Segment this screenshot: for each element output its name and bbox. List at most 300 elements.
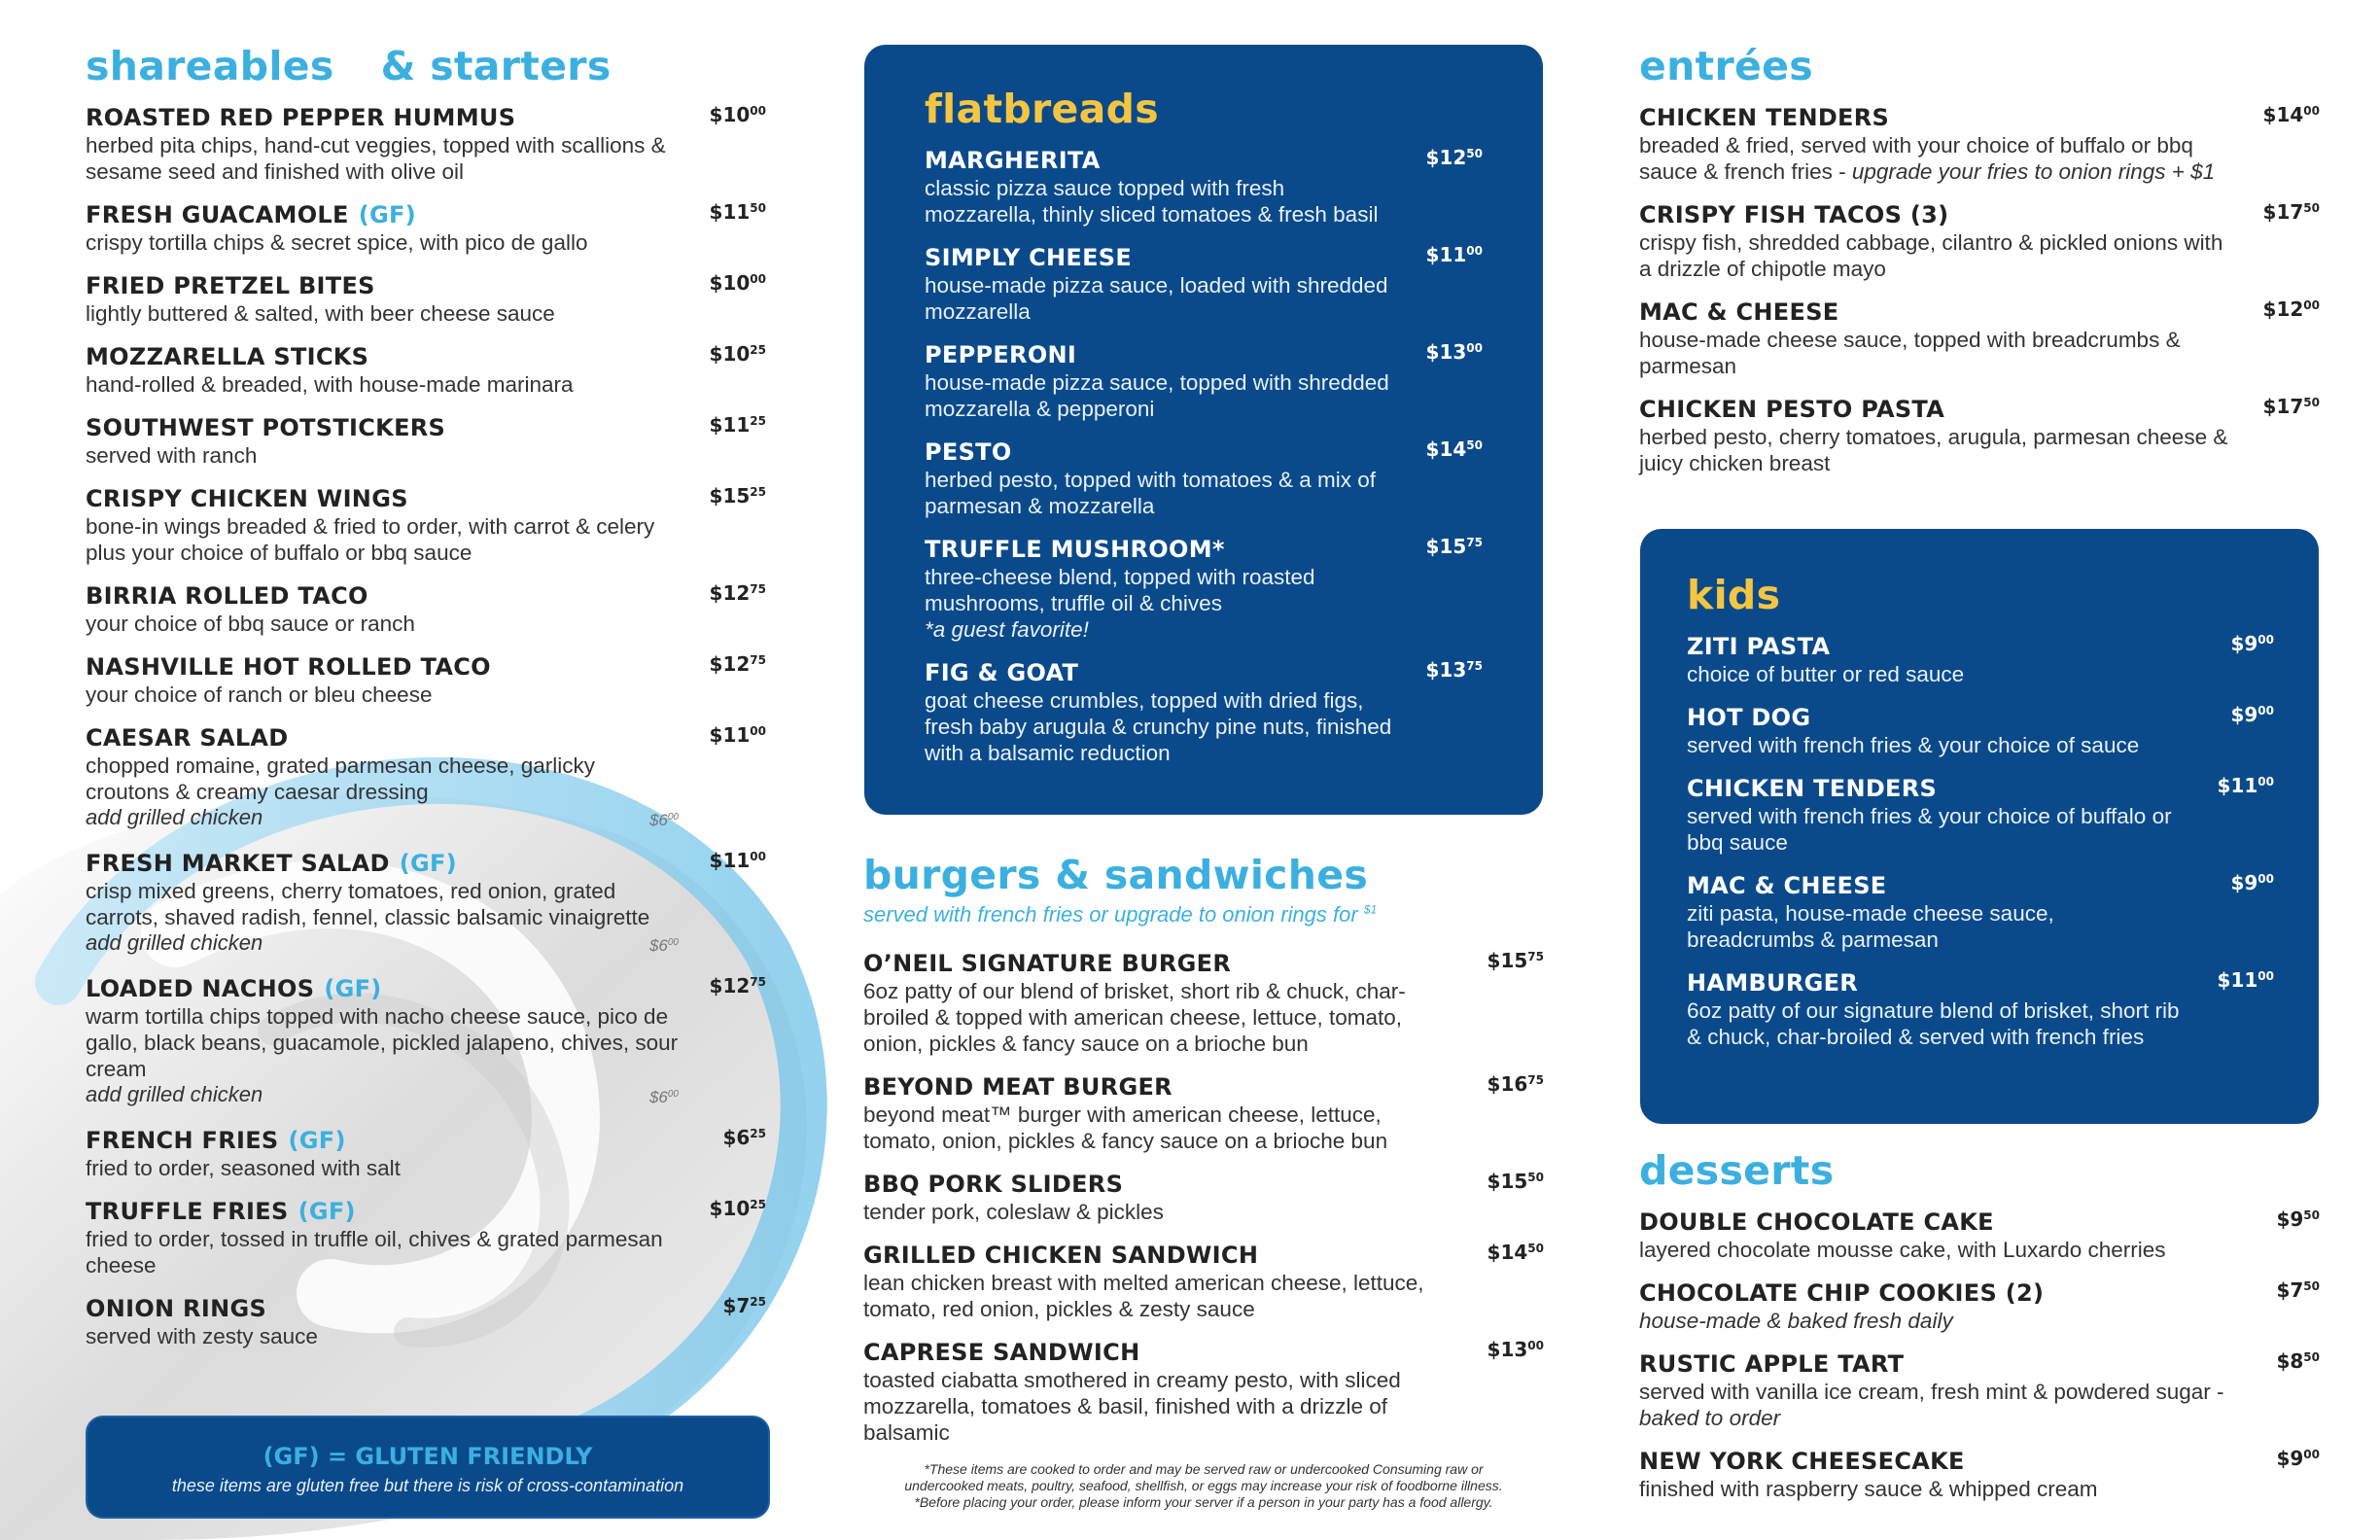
item-name-text: MOZZARELLA STICKS bbox=[86, 343, 369, 370]
item-name-text: LOADED NACHOS bbox=[86, 975, 315, 1002]
burgers-section bbox=[863, 852, 1544, 1461]
description-text: crisp mixed greens, cherry tomatoes, red onion, grated carrots, shaved radish, fennel, classic balsamic vinaigrette bbox=[86, 879, 650, 929]
description-text: house-made cheese sauce, topped with breadcrumbs & parmesan bbox=[1639, 328, 2181, 378]
description-text: layered chocolate mousse cake, with Luxardo cherries bbox=[1639, 1238, 2166, 1262]
item-name bbox=[863, 1338, 1456, 1367]
description-text: bone-in wings breaded & fried to order, with carrot & celery plus your choice of buffalo or bbq sauce bbox=[86, 514, 655, 565]
item-name-text: DOUBLE CHOCOLATE CAKE bbox=[1639, 1208, 1994, 1236]
disclaimer-line: *Before placing your order, please inform your server if a person in your party has a food allergy. bbox=[914, 1494, 1493, 1510]
item-name bbox=[925, 243, 1395, 272]
menu-item bbox=[86, 974, 766, 1110]
item-name bbox=[86, 271, 679, 300]
price-dollars: $11 bbox=[2217, 968, 2258, 992]
price-dollars: $12 bbox=[2262, 298, 2304, 321]
price-dollars: $14 bbox=[1487, 1241, 1528, 1264]
item-description bbox=[1687, 998, 2187, 1050]
price-cents: 00 bbox=[2258, 969, 2274, 983]
add-on-dollars: $6 bbox=[648, 811, 668, 829]
item-description bbox=[1639, 1476, 2232, 1502]
menu-item bbox=[86, 581, 766, 637]
price-dollars: $14 bbox=[1425, 438, 1467, 461]
item-price bbox=[1426, 146, 1483, 169]
item-name bbox=[86, 342, 679, 371]
menu-item bbox=[1687, 774, 2274, 856]
price-dollars: $13 bbox=[1425, 658, 1467, 682]
item-name-text: NASHVILLE HOT ROLLED TACO bbox=[86, 653, 491, 681]
item-name bbox=[863, 1170, 1456, 1199]
item-name-text: MAC & CHEESE bbox=[1639, 298, 1839, 326]
price-cents: 00 bbox=[2303, 1448, 2320, 1461]
menu-item bbox=[925, 658, 1483, 766]
note-text: *a guest favorite! bbox=[925, 617, 1089, 642]
menu-item bbox=[86, 200, 766, 256]
price-cents: 00 bbox=[750, 724, 766, 738]
item-name bbox=[925, 535, 1395, 564]
price-dollars: $7 bbox=[2276, 1278, 2304, 1302]
item-price bbox=[710, 581, 766, 605]
item-description bbox=[863, 1367, 1456, 1446]
item-name-text: FRESH MARKET SALAD bbox=[86, 850, 390, 877]
gluten-friendly-notice bbox=[86, 1416, 770, 1519]
shareables-title: shareables & starters bbox=[86, 43, 612, 89]
item-description bbox=[863, 978, 1456, 1057]
price-cents: 50 bbox=[2303, 1279, 2320, 1293]
desserts-section bbox=[1639, 1147, 2320, 1518]
price-cents: 25 bbox=[750, 485, 766, 499]
description-text: herbed pesto, cherry tomatoes, arugula, parmesan cheese & juicy chicken breast bbox=[1639, 425, 2228, 475]
item-name-text: CRISPY CHICKEN WINGS bbox=[86, 485, 408, 512]
item-description bbox=[86, 442, 679, 469]
item-description bbox=[1639, 424, 2232, 476]
item-price bbox=[1426, 243, 1483, 266]
price-dollars: $15 bbox=[1487, 949, 1528, 972]
item-note bbox=[925, 616, 1395, 643]
menu-item bbox=[86, 1197, 766, 1278]
price-cents: 25 bbox=[750, 1127, 766, 1140]
price-dollars: $11 bbox=[709, 200, 751, 224]
item-name-text: PEPPERONI bbox=[925, 341, 1077, 368]
price-dollars: $11 bbox=[709, 849, 751, 872]
item-name-text: FIG & GOAT bbox=[925, 659, 1079, 686]
item-price bbox=[1426, 658, 1483, 682]
item-name bbox=[1639, 200, 2232, 229]
description-text: 6oz patty of our blend of brisket, short rib & chuck, char-broiled & topped with american cheese, lettuce, tomato, onion, pickles & fancy sauce on a brioche bun bbox=[863, 979, 1406, 1056]
item-price bbox=[710, 103, 766, 126]
item-name-text: FRIED PRETZEL BITES bbox=[86, 272, 375, 299]
item-price bbox=[710, 200, 766, 224]
menu-item bbox=[1639, 1208, 2320, 1263]
add-on-row bbox=[86, 930, 679, 959]
price-cents: 00 bbox=[2258, 872, 2274, 886]
menu-item bbox=[86, 1294, 766, 1349]
description-text: three-cheese blend, topped with roasted mushrooms, truffle oil & chives bbox=[925, 565, 1315, 615]
description-text: finished with raspberry sauce & whipped cream bbox=[1639, 1477, 2098, 1501]
item-description bbox=[1687, 803, 2187, 856]
add-on-label: add grilled chicken bbox=[86, 1082, 263, 1106]
item-price bbox=[710, 484, 766, 508]
item-price bbox=[1488, 1338, 1544, 1361]
gf-notice-subtitle: these items are gluten free but there is risk of cross-contamination bbox=[171, 1476, 684, 1495]
item-price bbox=[710, 849, 766, 872]
item-description bbox=[86, 611, 679, 637]
item-name-text: CAESAR SALAD bbox=[86, 724, 289, 752]
description-italic: house-made & baked fresh daily bbox=[1639, 1309, 1953, 1333]
item-description bbox=[863, 1270, 1456, 1322]
price-dollars: $11 bbox=[709, 413, 751, 437]
price-dollars: $15 bbox=[1425, 535, 1467, 558]
gluten-friendly-badge: (GF) bbox=[324, 975, 382, 1002]
description-text: herbed pesto, topped with tomatoes & a mix of parmesan & mozzarella bbox=[925, 468, 1377, 518]
item-price bbox=[2263, 200, 2320, 224]
price-cents: 25 bbox=[750, 414, 766, 428]
item-price bbox=[2230, 703, 2274, 726]
description-text: fried to order, tossed in truffle oil, chives & grated parmesan cheese bbox=[86, 1227, 663, 1278]
description-text: crispy tortilla chips & secret spice, with pico de gallo bbox=[86, 230, 588, 255]
item-name bbox=[1687, 774, 2187, 803]
flatbreads-title: flatbreads bbox=[925, 86, 1159, 132]
price-cents: 00 bbox=[1466, 341, 1483, 355]
price-dollars: $17 bbox=[2262, 395, 2304, 418]
price-cents: 50 bbox=[1527, 1242, 1544, 1255]
item-name bbox=[86, 1294, 679, 1323]
menu-item bbox=[1639, 298, 2320, 379]
item-description bbox=[925, 687, 1395, 766]
item-description bbox=[1687, 900, 2187, 953]
item-description bbox=[1639, 1308, 2232, 1334]
item-price bbox=[1488, 1170, 1544, 1193]
description-text: served with vanilla ice cream, fresh mint & powdered sugar - bbox=[1639, 1380, 2224, 1404]
item-price bbox=[2276, 1447, 2320, 1470]
description-text: chopped romaine, grated parmesan cheese, garlicky croutons & creamy caesar dressing bbox=[86, 753, 596, 804]
item-price bbox=[2218, 968, 2274, 992]
description-text: house-made pizza sauce, loaded with shredded mozzarella bbox=[925, 273, 1388, 324]
item-name bbox=[1639, 1278, 2232, 1308]
item-name bbox=[925, 438, 1395, 467]
item-price bbox=[1488, 949, 1544, 972]
disclaimer-line: undercooked meats, poultry, seafood, shellfish, or eggs may increase your risk of foodborne illness. bbox=[904, 1478, 1503, 1493]
description-text: classic pizza sauce topped with fresh mozzarella, thinly sliced tomatoes & fresh basil bbox=[925, 176, 1379, 227]
item-description bbox=[86, 513, 679, 566]
price-dollars: $15 bbox=[709, 484, 751, 508]
price-cents: 75 bbox=[750, 975, 766, 989]
item-name-text: CRISPY FISH TACOS (3) bbox=[1639, 201, 1949, 228]
item-price bbox=[2230, 632, 2274, 655]
price-dollars: $10 bbox=[709, 1197, 751, 1220]
gluten-friendly-badge: (GF) bbox=[298, 1198, 356, 1225]
description-text: fried to order, seasoned with salt bbox=[86, 1156, 401, 1180]
item-name-text: GRILLED CHICKEN SANDWICH bbox=[863, 1242, 1259, 1269]
item-name-text: CHICKEN TENDERS bbox=[1639, 104, 1890, 131]
add-on-label: add grilled chicken bbox=[86, 805, 263, 829]
shareables-list bbox=[86, 103, 766, 1349]
menu-item bbox=[1639, 1447, 2320, 1502]
item-description bbox=[86, 1226, 679, 1278]
menu-item bbox=[925, 340, 1483, 422]
description-text: goat cheese crumbles, topped with dried figs, fresh baby arugula & crunchy pine nuts, finished with a balsamic reduction bbox=[925, 688, 1392, 765]
add-on-price bbox=[649, 1082, 679, 1110]
item-name bbox=[925, 146, 1395, 175]
item-price bbox=[710, 413, 766, 437]
price-cents: 00 bbox=[750, 104, 766, 118]
menu-item bbox=[86, 342, 766, 398]
item-name bbox=[1639, 103, 2232, 132]
menu-item bbox=[86, 103, 766, 185]
item-description bbox=[86, 132, 679, 185]
item-price bbox=[2276, 1278, 2320, 1302]
gf-notice-title: (GF) = GLUTEN FRIENDLY bbox=[262, 1443, 593, 1470]
price-cents: 00 bbox=[750, 272, 766, 286]
item-description bbox=[1687, 661, 2187, 687]
add-on-dollars: $6 bbox=[648, 1088, 668, 1106]
gluten-friendly-badge: (GF) bbox=[358, 201, 416, 228]
description-text: choice of butter or red sauce bbox=[1687, 662, 1965, 686]
item-name-text: CHICKEN PESTO PASTA bbox=[1639, 396, 1945, 423]
price-cents: 75 bbox=[1466, 536, 1483, 549]
item-name-text: CHOCOLATE CHIP COOKIES (2) bbox=[1639, 1279, 2045, 1307]
price-cents: 25 bbox=[750, 1295, 766, 1309]
item-price bbox=[1426, 535, 1483, 558]
item-name-text: NEW YORK CHEESECAKE bbox=[1639, 1448, 1965, 1475]
item-price bbox=[1488, 1241, 1544, 1264]
menu-item bbox=[925, 535, 1483, 643]
entrees-section bbox=[1639, 43, 2320, 492]
item-name bbox=[1639, 1447, 2232, 1476]
price-dollars: $17 bbox=[2262, 200, 2304, 224]
flatbreads-list bbox=[925, 146, 1483, 766]
menu-item bbox=[86, 413, 766, 469]
item-price bbox=[722, 1126, 766, 1149]
desserts-title: desserts bbox=[1639, 1147, 1835, 1194]
item-name bbox=[86, 413, 679, 442]
item-name-text: BBQ PORK SLIDERS bbox=[863, 1171, 1124, 1198]
menu-item bbox=[863, 1241, 1544, 1322]
item-name bbox=[925, 340, 1395, 369]
description-text: beyond meat™ burger with american cheese, lettuce, tomato, onion, pickles & fancy sauce on a brioche bun bbox=[863, 1102, 1388, 1153]
price-cents: 75 bbox=[1527, 950, 1544, 963]
item-price bbox=[710, 342, 766, 366]
item-name-text: TRUFFLE MUSHROOM* bbox=[925, 536, 1225, 563]
item-name-text: ONION RINGS bbox=[86, 1295, 267, 1322]
burgers-subtitle: served with french fries or upgrade to onion rings for $^{\$1}$ bbox=[863, 902, 1378, 927]
item-price bbox=[2263, 298, 2320, 321]
item-name-text: FRESH GUACAMOLE bbox=[86, 201, 349, 228]
menu-item bbox=[925, 243, 1483, 325]
price-cents: 50 bbox=[2303, 201, 2320, 215]
item-name bbox=[1639, 298, 2232, 327]
price-dollars: $9 bbox=[2276, 1208, 2304, 1231]
item-description bbox=[86, 752, 679, 805]
menu-item bbox=[1639, 1278, 2320, 1334]
menu-item bbox=[863, 949, 1544, 1057]
price-dollars: $12 bbox=[1425, 146, 1467, 169]
gluten-friendly-badge: (GF) bbox=[288, 1127, 346, 1154]
description-text: served with french fries & your choice of sauce bbox=[1687, 733, 2140, 757]
item-price bbox=[710, 974, 766, 998]
item-name-text: HAMBURGER bbox=[1687, 969, 1859, 997]
description-text: lean chicken breast with melted american cheese, lettuce, tomato, red onion, pickles & zesty sauce bbox=[863, 1271, 1424, 1321]
price-dollars: $9 bbox=[2230, 703, 2258, 726]
item-price bbox=[1488, 1072, 1544, 1096]
item-name bbox=[1687, 871, 2187, 900]
menu-item bbox=[1639, 395, 2320, 476]
item-description bbox=[863, 1102, 1456, 1154]
price-dollars: $10 bbox=[709, 103, 751, 126]
item-description bbox=[86, 1323, 679, 1349]
price-dollars: $9 bbox=[2230, 871, 2258, 894]
item-price bbox=[710, 271, 766, 295]
item-name bbox=[863, 949, 1456, 978]
item-name bbox=[86, 200, 679, 229]
menu-item bbox=[1687, 703, 2274, 758]
item-description bbox=[1639, 327, 2232, 379]
item-name bbox=[863, 1072, 1456, 1102]
item-description bbox=[925, 175, 1395, 228]
description-text: breaded & fried, served with your choice of buffalo or bbq sauce & french fries - bbox=[1639, 133, 2193, 184]
item-name-text: PESTO bbox=[925, 438, 1012, 466]
price-cents: 50 bbox=[1527, 1171, 1544, 1184]
description-text: your choice of bbq sauce or ranch bbox=[86, 612, 415, 636]
item-price bbox=[1426, 438, 1483, 461]
item-name bbox=[86, 974, 679, 1003]
description-text: warm tortilla chips topped with nacho cheese sauce, pico de gallo, black beans, guacamole, pickled jalapeno, chives, sour cream bbox=[86, 1004, 679, 1081]
price-cents: 00 bbox=[1466, 244, 1483, 258]
price-dollars: $11 bbox=[1425, 243, 1467, 266]
description-text: ziti pasta, house-made cheese sauce, breadcrumbs & parmesan bbox=[1687, 901, 2054, 952]
item-name bbox=[86, 103, 679, 132]
description-text: toasted ciabatta smothered in creamy pesto, with sliced mozzarella, tomatoes & basil, finished with a drizzle of balsamic bbox=[863, 1368, 1401, 1445]
price-dollars: $11 bbox=[709, 723, 751, 747]
item-name-text: CAPRESE SANDWICH bbox=[863, 1339, 1140, 1366]
item-description bbox=[925, 369, 1395, 422]
menu-item bbox=[86, 723, 766, 833]
description-text: served with ranch bbox=[86, 443, 258, 468]
description-italic: upgrade your fries to onion rings + $1 bbox=[1851, 159, 2216, 184]
item-name-text: BIRRIA ROLLED TACO bbox=[86, 582, 368, 610]
description-italic: baked to order bbox=[1639, 1406, 1781, 1430]
price-dollars: $12 bbox=[709, 974, 751, 998]
price-cents: 00 bbox=[2258, 704, 2274, 718]
item-description bbox=[86, 1155, 679, 1181]
disclaimer-line: *These items are cooked to order and may be served raw or undercooked Consuming raw or bbox=[924, 1461, 1484, 1477]
item-price bbox=[710, 1197, 766, 1220]
price-cents: 50 bbox=[1466, 438, 1483, 452]
item-name-text: SOUTHWEST POTSTICKERS bbox=[86, 414, 446, 441]
kids-list bbox=[1687, 632, 2274, 1050]
price-dollars: $12 bbox=[709, 652, 751, 676]
price-cents: 00 bbox=[2303, 298, 2320, 312]
item-name bbox=[86, 849, 679, 878]
add-on-price bbox=[649, 805, 679, 833]
menu-item bbox=[86, 849, 766, 959]
menu-item bbox=[863, 1072, 1544, 1154]
item-name bbox=[1639, 1349, 2232, 1379]
item-description bbox=[1639, 1237, 2232, 1263]
menu-item bbox=[863, 1338, 1544, 1446]
item-description bbox=[1687, 732, 2187, 758]
price-cents: 50 bbox=[2303, 1208, 2320, 1222]
description-text: served with zesty sauce bbox=[86, 1324, 318, 1348]
add-on-price bbox=[649, 930, 679, 959]
price-cents: 00 bbox=[2258, 633, 2274, 647]
description-text: served with french fries & your choice of buffalo or bbq sauce bbox=[1687, 804, 2172, 855]
item-description bbox=[86, 371, 679, 398]
item-description bbox=[1639, 132, 2232, 185]
price-dollars: $16 bbox=[1487, 1072, 1528, 1096]
item-price bbox=[710, 723, 766, 747]
item-name-text: ZITI PASTA bbox=[1687, 633, 1831, 660]
menu-item bbox=[1687, 968, 2274, 1050]
description-text: tender pork, coleslaw & pickles bbox=[863, 1200, 1164, 1224]
item-name-text: CHICKEN TENDERS bbox=[1687, 775, 1938, 802]
add-on-row bbox=[86, 805, 679, 833]
menu-item bbox=[86, 1126, 766, 1181]
item-name-text: FRENCH FRIES bbox=[86, 1127, 279, 1154]
add-on-cents: 00 bbox=[667, 937, 679, 948]
burgers-title: burgers & sandwiches bbox=[863, 852, 1369, 898]
flatbreads-box bbox=[864, 45, 1543, 815]
item-name-text: TRUFFLE FRIES bbox=[86, 1198, 289, 1225]
price-cents: 50 bbox=[750, 201, 766, 215]
price-cents: 75 bbox=[1466, 659, 1483, 673]
description-text: lightly buttered & salted, with beer cheese sauce bbox=[86, 301, 555, 326]
item-price bbox=[2218, 774, 2274, 797]
price-cents: 00 bbox=[2303, 104, 2320, 118]
item-price bbox=[2276, 1349, 2320, 1373]
price-dollars: $11 bbox=[2217, 774, 2258, 797]
item-name-text: RUSTIC APPLE TART bbox=[1639, 1350, 1905, 1378]
menu-item bbox=[1639, 1349, 2320, 1431]
menu-item bbox=[86, 271, 766, 327]
entrees-title: entrées bbox=[1639, 43, 1813, 89]
entrees-list bbox=[1639, 103, 2320, 476]
price-cents: 75 bbox=[750, 653, 766, 667]
item-description bbox=[863, 1199, 1456, 1225]
add-on-cents: 00 bbox=[667, 1089, 679, 1100]
item-name bbox=[86, 581, 679, 611]
gluten-friendly-badge: (GF) bbox=[399, 850, 457, 877]
kids-box bbox=[1640, 529, 2319, 1124]
price-cents: 00 bbox=[1527, 1339, 1544, 1352]
add-on-label: add grilled chicken bbox=[86, 930, 263, 955]
menu-item bbox=[1639, 103, 2320, 185]
price-cents: 75 bbox=[1527, 1073, 1544, 1087]
price-cents: 00 bbox=[750, 850, 766, 863]
price-cents: 75 bbox=[750, 582, 766, 596]
item-name bbox=[86, 484, 679, 513]
item-description bbox=[86, 300, 679, 327]
item-name bbox=[1687, 703, 2187, 732]
price-dollars: $12 bbox=[709, 581, 751, 605]
price-dollars: $6 bbox=[722, 1126, 751, 1149]
item-price bbox=[722, 1294, 766, 1317]
item-price bbox=[2263, 395, 2320, 418]
price-dollars: $14 bbox=[2262, 103, 2304, 126]
item-name-text: SIMPLY CHEESE bbox=[925, 244, 1133, 271]
menu-item bbox=[925, 438, 1483, 519]
item-name bbox=[1639, 395, 2232, 424]
item-name bbox=[1639, 1208, 2232, 1237]
item-description bbox=[86, 878, 679, 930]
item-name bbox=[86, 723, 679, 752]
menu-item bbox=[86, 652, 766, 708]
item-name bbox=[925, 658, 1395, 687]
item-price bbox=[710, 652, 766, 676]
price-cents: 25 bbox=[750, 1198, 766, 1211]
price-dollars: $9 bbox=[2230, 632, 2258, 655]
item-price bbox=[2230, 871, 2274, 894]
item-name-text: MAC & CHEESE bbox=[1687, 872, 1887, 899]
kids-title: kids bbox=[1687, 572, 1781, 618]
